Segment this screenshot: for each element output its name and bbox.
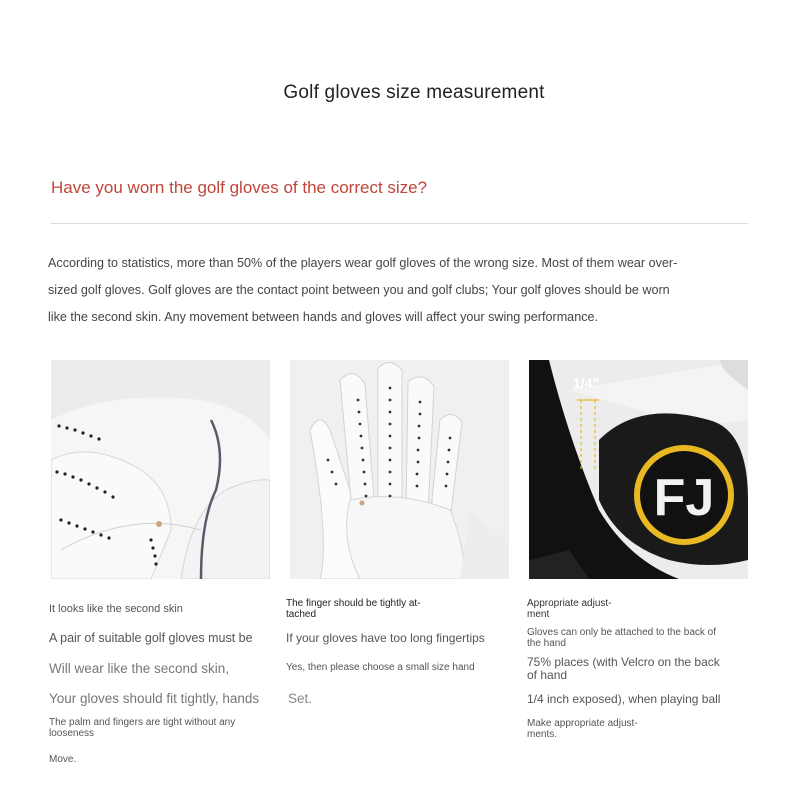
caption-line: Move. [49, 754, 77, 765]
caption-line: Gloves can only be attached to the back of the hand [527, 627, 717, 649]
intro-paragraph [48, 250, 748, 331]
intro-line: like the second skin. Any movement between hands and gloves will affect your swing performance. [48, 310, 598, 324]
caption-heading: The finger should be tightly at-tached [286, 598, 421, 620]
caption-heading: Appropriate adjust-ment [527, 598, 612, 620]
caption-heading: It looks like the second skin [49, 603, 183, 615]
glove-second-skin-image [51, 360, 270, 579]
glove-velcro-photo [529, 360, 748, 579]
divider [51, 223, 748, 224]
caption-line: A pair of suitable golf gloves must be [49, 631, 253, 645]
caption-line: Will wear like the second skin, [49, 661, 230, 676]
caption-line: Your gloves should fit tightly, hands [49, 691, 260, 706]
section-heading: Have you worn the golf gloves of the correct size? [51, 178, 428, 197]
caption-line: 75% places (with Velcro on the back of hand [527, 655, 720, 682]
glove-fingertips-photo [290, 360, 509, 579]
caption-line: If your gloves have too long fingertips [286, 631, 485, 645]
glove-velcro-image [529, 360, 748, 579]
intro-line: According to statistics, more than 50% of the players wear golf gloves of the wrong size. Most of them wear over- [48, 256, 678, 270]
glove-fit-photo [51, 360, 270, 579]
caption-line: 1/4 inch exposed), when playing ball [527, 692, 721, 706]
caption-line: The palm and fingers are tight without any looseness [49, 717, 236, 739]
glove-palm-image [290, 360, 509, 579]
caption-line: Yes, then please choose a small size hand [286, 662, 475, 673]
fj-logo: FJ [653, 469, 715, 527]
measure-label: 1/4" [573, 375, 600, 391]
intro-line: sized golf gloves. Golf gloves are the contact point between you and golf clubs; Your golf gloves should be worn [48, 283, 670, 297]
caption-line: Make appropriate adjust-ments. [527, 718, 638, 740]
page-title: Golf gloves size measurement [283, 82, 545, 103]
caption-line: Set. [288, 691, 313, 706]
